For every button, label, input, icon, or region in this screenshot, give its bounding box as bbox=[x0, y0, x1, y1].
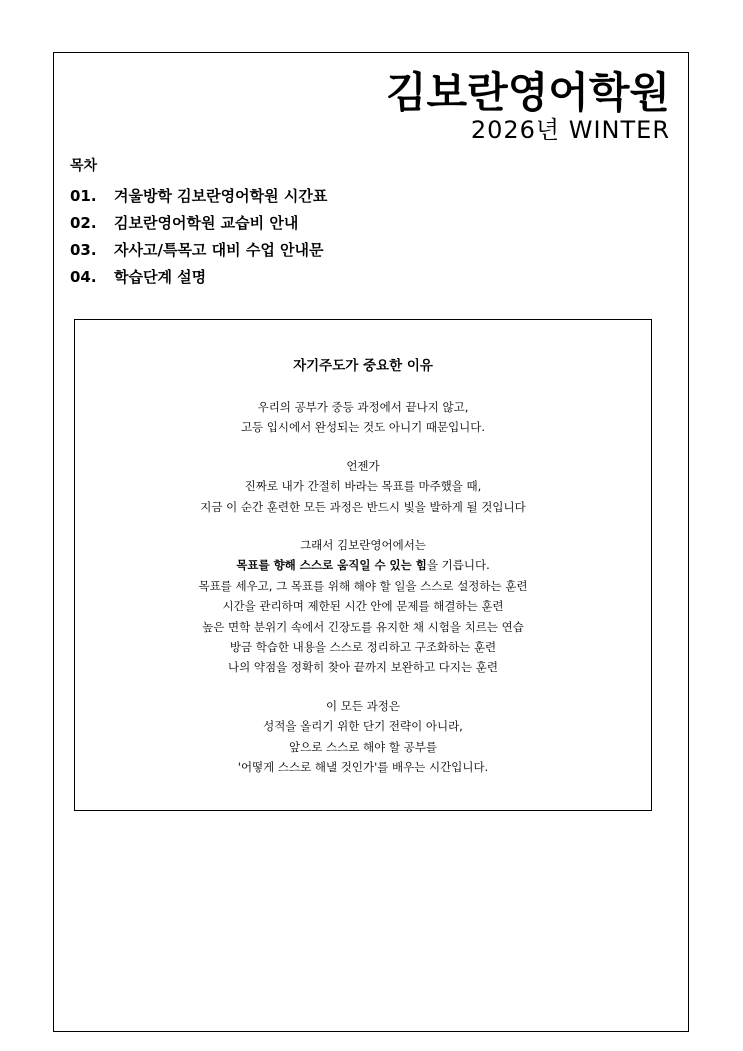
toc-item-number: 03. bbox=[70, 241, 97, 259]
toc-item-number: 04. bbox=[70, 268, 97, 286]
essay-line: 그래서 김보란영어에서는 bbox=[300, 538, 426, 553]
essay-line: 높은 면학 분위기 속에서 긴장도를 유지한 채 시험을 치르는 연습 bbox=[202, 619, 524, 634]
essay-line: '어떻게 스스로 해낼 것인가'를 배우는 시간입니다. bbox=[237, 760, 489, 775]
essay-paragraph bbox=[75, 696, 651, 778]
toc-item-label: 자사고/특목고 대비 수업 안내문 bbox=[114, 241, 324, 259]
toc-item[interactable] bbox=[70, 183, 327, 210]
essay-line bbox=[75, 555, 651, 575]
essay-line: 진짜로 내가 간절히 바라는 목표를 마주했을 때, bbox=[244, 479, 482, 494]
academy-name: 김보란영어학원 bbox=[385, 68, 670, 117]
essay-line: 시간을 관리하며 제한된 시간 안에 문제를 해결하는 훈련 bbox=[222, 599, 504, 614]
essay-line: 이 모든 과정은 bbox=[326, 698, 400, 713]
toc-item[interactable] bbox=[70, 264, 327, 291]
essay-line-rest: 을 기릅니다. bbox=[426, 558, 490, 573]
toc-item-label: 김보란영어학원 교습비 안내 bbox=[114, 214, 299, 232]
essay-title: 자기주도가 중요한 이유 bbox=[293, 358, 433, 374]
essay-line: 방금 학습한 내용을 스스로 정리하고 구조화하는 훈련 bbox=[229, 640, 497, 655]
document-page bbox=[53, 52, 689, 1032]
toc-item-number: 01. bbox=[70, 187, 97, 205]
essay-line: 고등 입시에서 완성되는 것도 아니기 때문입니다. bbox=[240, 420, 486, 435]
essay-paragraph bbox=[75, 456, 651, 517]
essay-line: 앞으로 스스로 해야 할 공부를 bbox=[289, 739, 437, 754]
essay-line: 우리의 공부가 중등 과정에서 끝나지 않고, bbox=[257, 400, 469, 414]
essay-paragraph bbox=[75, 397, 651, 438]
toc-item-number: 02. bbox=[70, 214, 97, 232]
toc-item-label: 겨울방학 김보란영어학원 시간표 bbox=[114, 187, 328, 205]
term-subtitle: 2026년 WINTER bbox=[470, 116, 670, 144]
toc-item[interactable] bbox=[70, 237, 327, 264]
brand-header bbox=[385, 68, 670, 144]
essay-line: 나의 약점을 정확히 찾아 끝까지 보완하고 다지는 훈련 bbox=[228, 660, 498, 675]
table-of-contents bbox=[70, 157, 327, 291]
toc-item-label: 학습단계 설명 bbox=[114, 268, 207, 286]
essay-line: 지금 이 순간 훈련한 모든 과정은 반드시 빛을 발하게 될 것입니다 bbox=[200, 499, 526, 514]
toc-item[interactable] bbox=[70, 210, 327, 237]
essay-box bbox=[74, 319, 652, 811]
essay-paragraph bbox=[75, 535, 651, 678]
essay-line: 목표를 세우고, 그 목표를 위해 해야 할 일을 스스로 설정하는 훈련 bbox=[198, 578, 528, 593]
toc-title: 목차 bbox=[70, 158, 98, 174]
essay-emphasis: 목표를 향해 스스로 움직일 수 있는 힘 bbox=[236, 558, 427, 573]
essay-line: 언젠가 bbox=[346, 458, 380, 473]
essay-line: 성적을 올리기 위한 단기 전략이 아니라, bbox=[263, 719, 463, 734]
